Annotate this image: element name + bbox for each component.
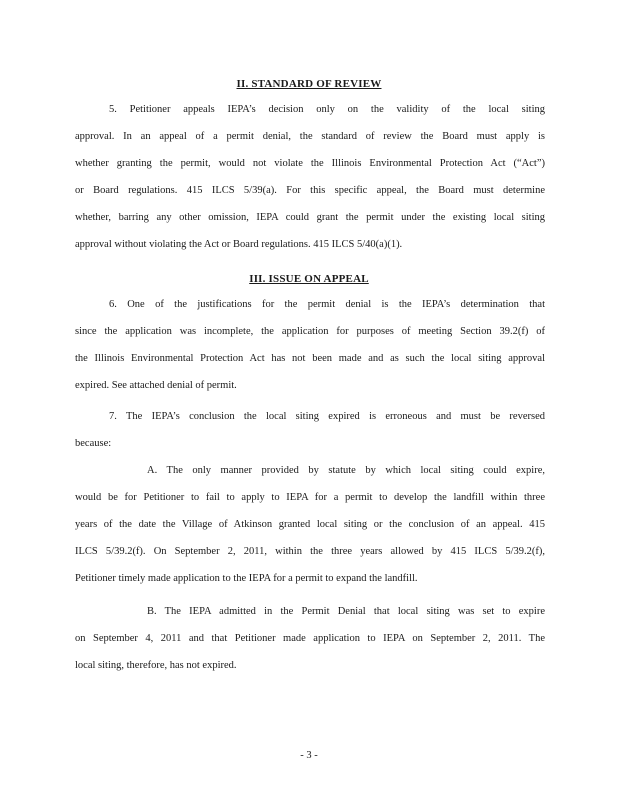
paragraph-5 (75, 103, 545, 265)
section-heading-standard-of-review: II. STANDARD OF REVIEW (236, 78, 382, 90)
paragraph-line: approval without violating the Act or Board regulations. 415 ILCS 5/40(a)(1). (75, 239, 403, 250)
paragraph-line: whether granting the permit, would not violate the Illinois Environmental Protection Act (“Act”) (75, 158, 545, 169)
paragraph-a (75, 464, 545, 599)
paragraph-b (75, 605, 545, 686)
paragraph-7 (75, 410, 545, 464)
paragraph-line: or Board regulations. 415 ILCS 5/39(a). For this specific appeal, the Board must determine (75, 185, 545, 196)
paragraph-line: 7. The IEPA’s conclusion the local siting expired is erroneous and must be reversed (109, 411, 545, 422)
paragraph-line: B. The IEPA admitted in the Permit Denial that local siting was set to expire (147, 606, 545, 617)
page-number: - 3 - (300, 750, 318, 761)
paragraph-line: A. The only manner provided by statute by which local siting could expire, (147, 465, 545, 476)
paragraph-line: years of the date the Village of Atkinson granted local siting or the conclusion of an appeal. 415 (75, 519, 545, 530)
paragraph-line: 6. One of the justifications for the permit denial is the IEPA’s determination that (109, 299, 545, 310)
paragraph-line: ILCS 5/39.2(f). On September 2, 2011, within the three years allowed by 415 ILCS 5/39.2(f), (75, 546, 545, 557)
paragraph-line: whether, barring any other omission, IEPA could grant the permit under the existing local siting (75, 212, 545, 223)
paragraph-6 (75, 298, 545, 406)
paragraph-line: Petitioner timely made application to the IEPA for a permit to expand the landfill. (75, 573, 418, 584)
paragraph-line: local siting, therefore, has not expired. (75, 660, 237, 671)
paragraph-line: because: (75, 438, 112, 449)
paragraph-line: on September 4, 2011 and that Petitioner made application to IEPA on September 2, 2011. The (75, 633, 545, 644)
section-heading-issue-on-appeal: III. ISSUE ON APPEAL (249, 273, 369, 285)
paragraph-line: the Illinois Environmental Protection Act has not been made and as such the local siting approval (75, 353, 545, 364)
paragraph-line: approval. In an appeal of a permit denial, the standard of review the Board must apply is (75, 131, 545, 142)
paragraph-line: would be for Petitioner to fail to apply to IEPA for a permit to develop the landfill within three (75, 492, 545, 503)
paragraph-line: expired. See attached denial of permit. (75, 380, 237, 391)
paragraph-line: since the application was incomplete, the application for purposes of meeting Section 39.2(f) of (75, 326, 545, 337)
paragraph-line: 5. Petitioner appeals IEPA’s decision only on the validity of the local siting (109, 104, 545, 115)
